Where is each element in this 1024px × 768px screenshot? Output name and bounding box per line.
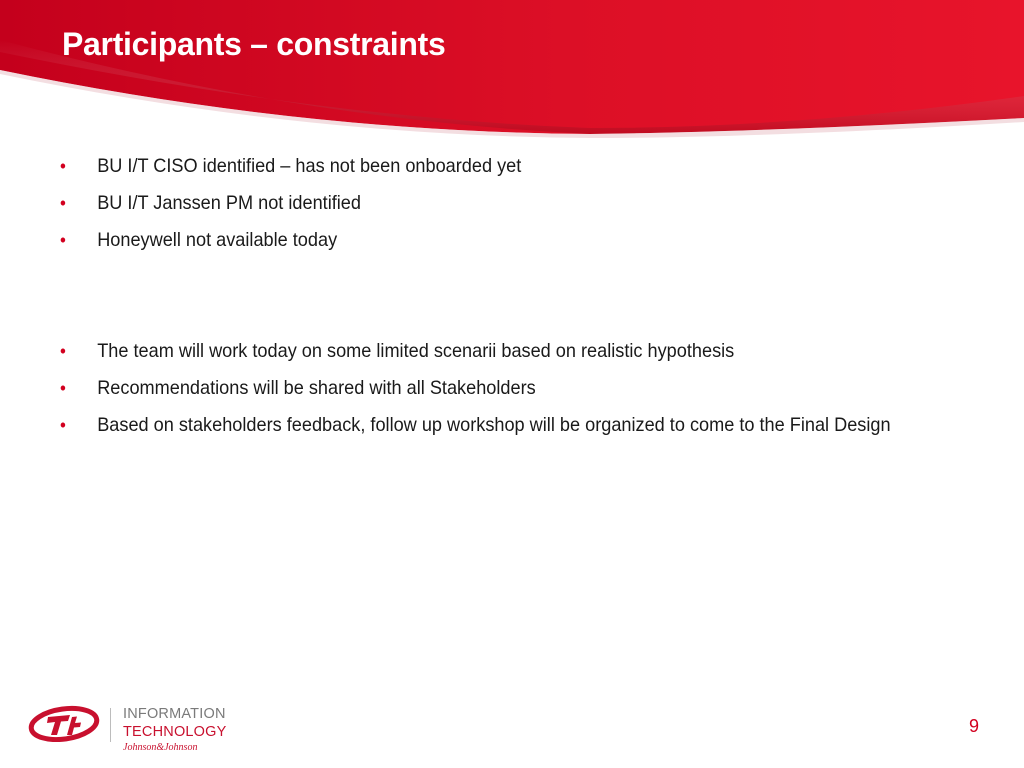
page-number: 9	[968, 716, 979, 736]
bullet-text: The team will work today on some limited scenarii based on realistic hypothesis	[97, 340, 735, 362]
bullet-icon: •	[60, 378, 66, 398]
bullet-icon: •	[60, 341, 66, 361]
logo-text-technology: TECHNOLOGY	[123, 724, 227, 740]
bullet-text: BU I/T Janssen PM not identified	[97, 192, 361, 214]
bullet-list-constraints	[60, 152, 960, 263]
bullet-icon: •	[60, 156, 66, 176]
list-item	[60, 411, 897, 439]
list-item	[60, 189, 897, 217]
bullet-list-plan	[60, 337, 960, 448]
list-item	[60, 374, 897, 402]
bullet-icon: •	[60, 415, 66, 435]
list-item	[60, 226, 897, 254]
it-logo-mark-icon	[28, 704, 100, 742]
bullet-text: Based on stakeholders feedback, follow up workshop will be organized to come to the Final Design	[97, 414, 891, 436]
logo-text-jnj: Johnson&Johnson	[123, 742, 198, 753]
logo-divider	[110, 708, 111, 742]
logo-text-information: INFORMATION	[123, 706, 226, 722]
bullet-icon: •	[60, 193, 66, 213]
list-item	[60, 337, 897, 365]
slide-title: Participants – constraints	[62, 26, 446, 62]
bullet-text: BU I/T CISO identified – has not been onboarded yet	[97, 155, 522, 177]
bullet-icon: •	[60, 230, 66, 250]
list-item	[60, 152, 897, 180]
header-banner	[0, 0, 1024, 140]
it-logo	[28, 700, 258, 760]
bullet-text: Recommendations will be shared with all Stakeholders	[97, 377, 536, 399]
bullet-text: Honeywell not available today	[97, 229, 338, 251]
